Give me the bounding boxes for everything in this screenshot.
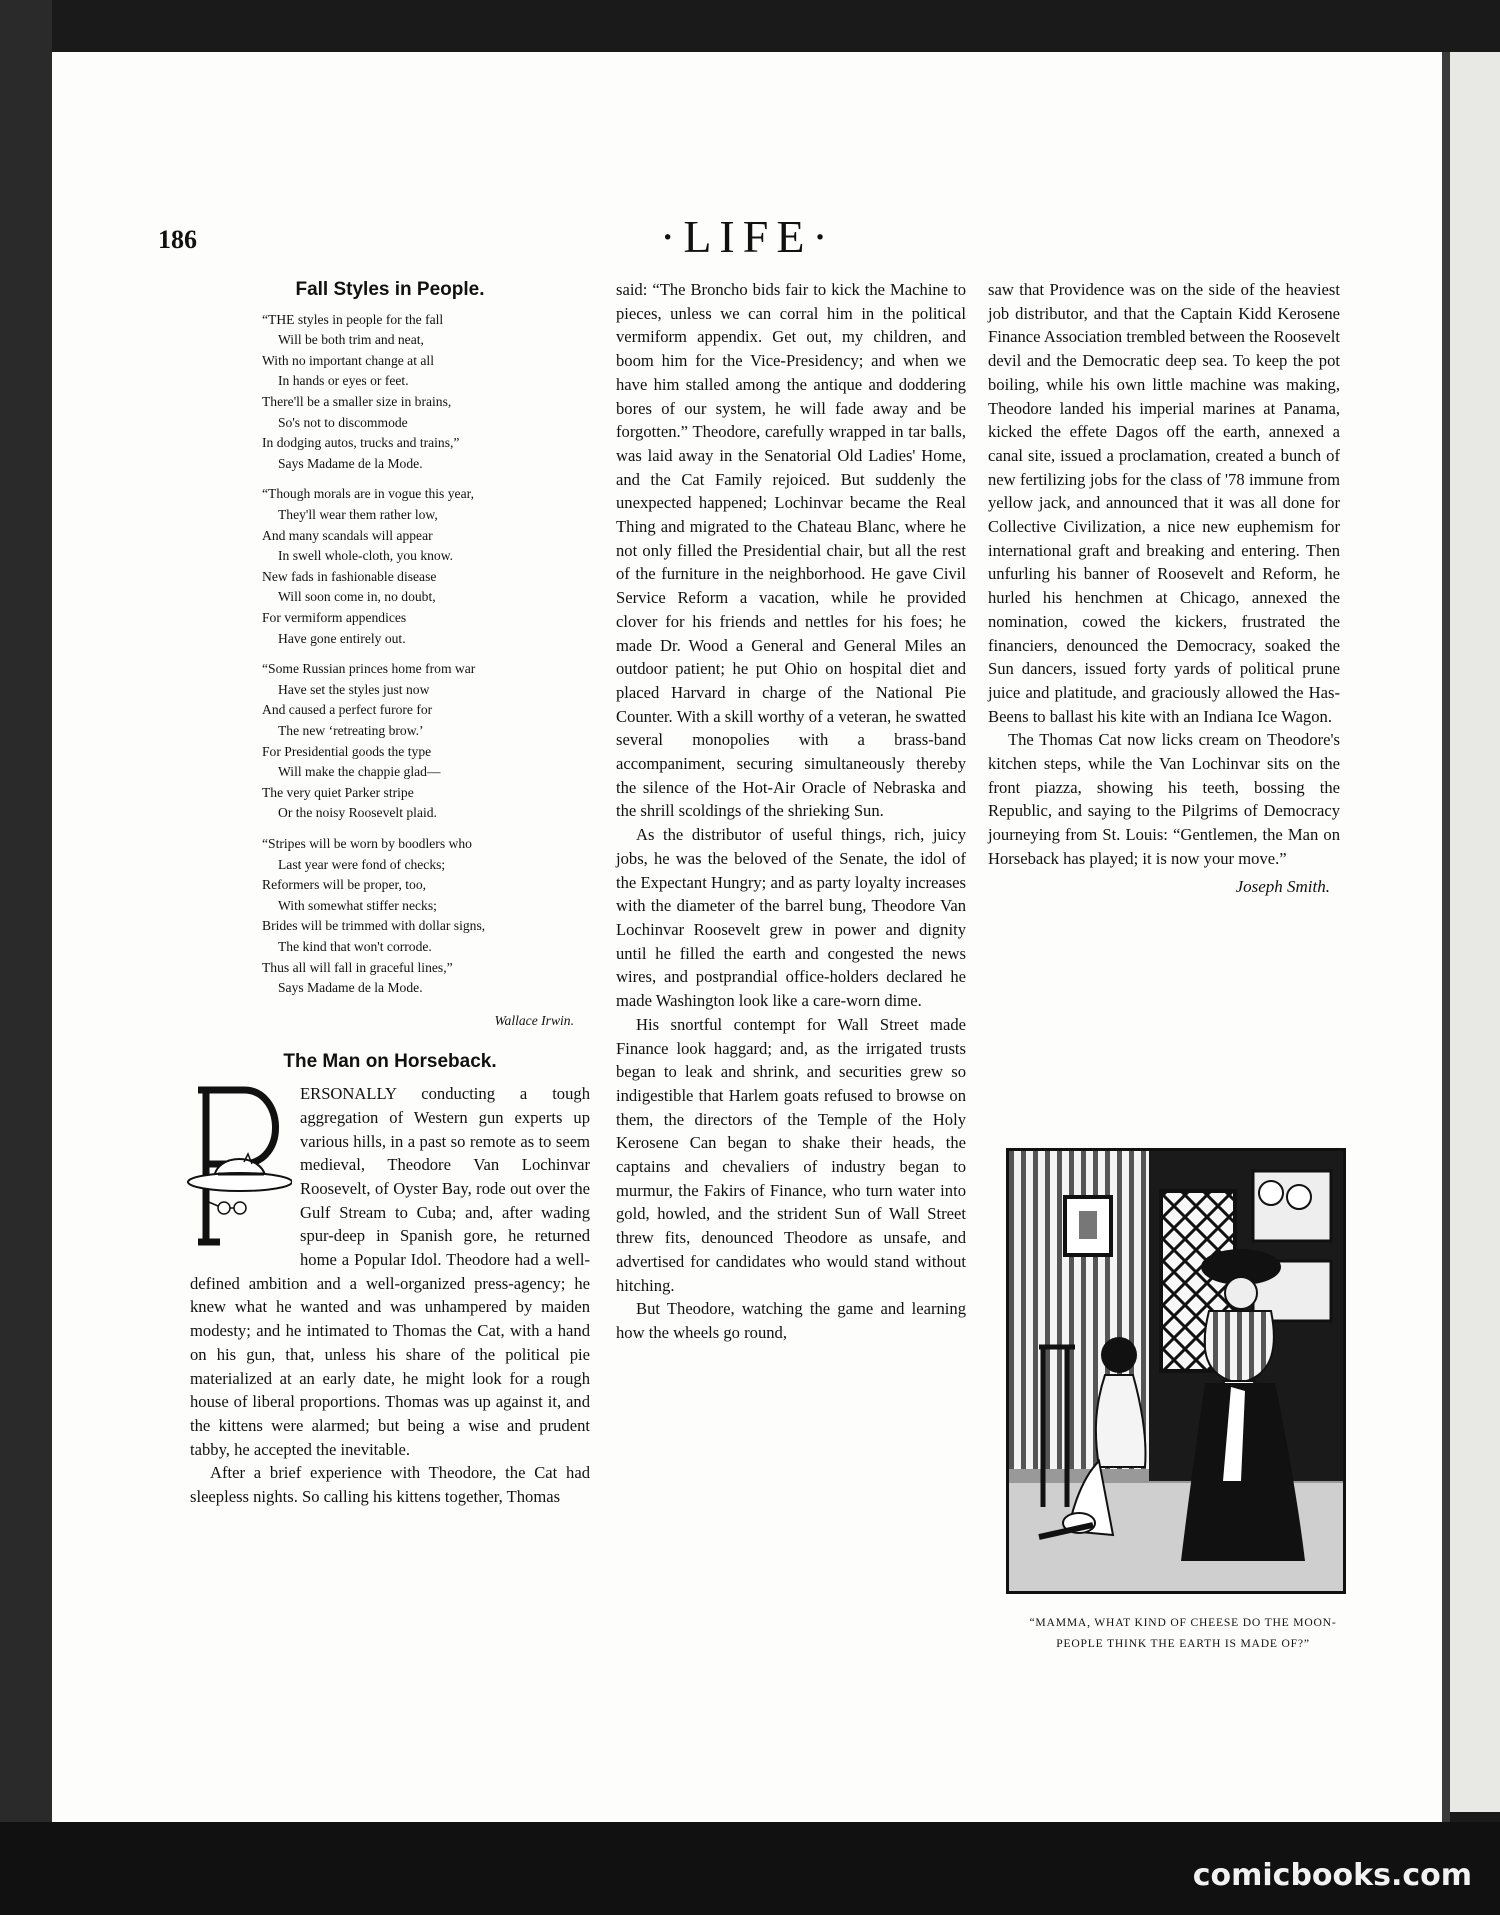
poem-title: Fall Styles in People. xyxy=(295,279,485,300)
poem-line: In hands or eyes or feet. xyxy=(278,373,409,389)
hat-and-glasses-icon xyxy=(184,1082,292,1252)
poem-line: Says Madame de la Mode. xyxy=(278,980,423,996)
poem-line: Brides will be trimmed with dollar signs, xyxy=(262,918,486,934)
poem-line: Thus all will fall in graceful lines,” xyxy=(262,959,453,975)
poem-line: Says Madame de la Mode. xyxy=(278,455,423,471)
article-title: The Man on Horseback. xyxy=(283,1051,497,1073)
article-paragraph: saw that Providence was on the side of the heaviest job distributor, and that the Captain Kidd Kerosene Finance Association trembled between the Roosevelt devil and the Democratic deep sea. To keep the pot boiling, while his own little machine was making, Theodore landed his imperial marines at Panama, kicked the effete Dagos off the earth, annexed a canal site, issued a proclamation, created a bunch of new fertilizing jobs for the class of '78 immune from yellow jack, and announced that it was all done for Collective Civilization, a nice new euphemism for international graft and breaking and entering. Then unfurling his banner of Roosevelt and Reform, he hurled his henchmen at Chicago, annexed the nomination, cowed the kickers, frustrated the financiers, denounced the Democracy, soaked the Sun dancers, issued forty yards of political prune juice and platitude, and graciously allowed the Has-Beens to ballast his kite with an Indiana Ice Wagon. xyxy=(988,280,1340,726)
article-author: Joseph Smith. xyxy=(1235,876,1330,896)
poem-line: And many scandals will appear xyxy=(262,527,433,543)
article-paragraph: After a brief experience with Theodore, the Cat had sleepless nights. So calling his kittens together, Thomas xyxy=(190,1463,590,1507)
poem-line: Will make the chappie glad— xyxy=(278,764,441,780)
article-paragraph: The Thomas Cat now licks cream on Theodore's kitchen steps, while the Van Lochinvar sits on the front piazza, showing his teeth, bossing the Republic, and saying to the Pilgrims of Democracy journeying from St. Louis: “Gentlemen, the Man on Horseback has played; it is now your move.” xyxy=(988,730,1340,868)
poem-line: With somewhat stiffer necks; xyxy=(278,897,437,913)
column-3 xyxy=(988,278,1340,898)
poem-line: They'll wear them rather low, xyxy=(278,507,438,523)
poem-line: Or the noisy Roosevelt plaid. xyxy=(278,805,437,821)
poem-line: “Some Russian princes home from war xyxy=(262,661,476,677)
poem-line: With no important change at all xyxy=(262,352,434,368)
article-opening xyxy=(190,1082,590,1461)
article-paragraph: As the distributor of useful things, rich, juicy jobs, he was the beloved of the Senate, the idol of the Expectant Hungry; and as party loyalty increases with the diameter of the barrel bung, Theodore Van Lochinvar Roosevelt grew in power and dignity until he filled the earth and congested the news wires, and postprandial office-holders declared he made Washington look like a care-worn dime. xyxy=(616,825,966,1011)
poem-body xyxy=(190,310,590,999)
masthead: ·LIFE· xyxy=(660,211,836,262)
column-1 xyxy=(190,278,590,1509)
page-number: 186 xyxy=(158,225,197,254)
poem-line: In dodging autos, trucks and trains,” xyxy=(262,435,460,451)
poem-stanza xyxy=(262,659,590,824)
poem-line: In swell whole-cloth, you know. xyxy=(278,548,454,564)
poem-line: For Presidential goods the type xyxy=(262,743,432,759)
mother-and-child-cartoon-icon xyxy=(1009,1151,1343,1591)
watermark: comicbooks.com xyxy=(1192,1858,1472,1893)
poem-line: “Stripes will be worn by boodlers who xyxy=(262,835,472,851)
poem-line: “Though morals are in vogue this year, xyxy=(262,486,474,502)
article-paragraph: said: “The Broncho bids fair to kick the Machine to pieces, unless we can corral him in the political vermiform appendix. Get out, my children, and boom him for the Vice-Presidency; and when we have him stalled among the antique and doddering bores of our system, he will fade away and be forgotten.” Theodore, carefully wrapped in tar balls, was laid away in the Senatorial Old Ladies' Home, and the Cat Family rejoiced. But suddenly the unexpected happened; Lochinvar became the Real Thing and migrated to the Chateau Blanc, where he not only filled the Presidential chair, but all the rest of the furniture in the neighborhood. He gave Civil Service Reform a vacation, while he provided clover for his friends and nettles for his foes; he made Dr. Wood a General and General Miles an outdoor patient; he put Ohio on hospital diet and placed Harvard in charge of the National Pie Counter. With a skill worthy of a veteran, he swatted several monopolies with a brass-band accompaniment, securing simultaneously thereby the silence of the Hot-Air Oracle of Nebraska and the shrill scoldings of the shrieking Sun. xyxy=(616,280,966,821)
cartoon-illustration xyxy=(1006,1148,1346,1594)
poem-line: So's not to discommode xyxy=(278,414,408,430)
poem-line: The new ‘retreating brow.’ xyxy=(278,722,424,738)
poem-line: Last year were fond of checks; xyxy=(278,856,446,872)
poem-line: And caused a perfect furore for xyxy=(262,702,433,718)
poem-line: Have set the styles just now xyxy=(278,681,430,697)
article-paragraph: ERSONALLY conducting a tough aggregation of Western gun experts up various hills, in a past so remote as to seem medieval, Theodore Van Lochinvar Roosevelt, of Oyster Bay, rode out over the Gulf Stream to Cuba; and, after wading spur-deep in Spanish gore, he returned home a Popular Idol. Theodore had a well-defined ambition and a well-organized press-agency; he knew what he wanted and was unhampered by maiden modesty; and he intimated to Thomas the Cat, with a hand on his gun, that, unless his share of the political pie materialized at an early date, he might look for a rough house of liberal proportions. Thomas was up against it, and the kittens were alarmed; but being a wise and prudent tabby, he accepted the inevitable. xyxy=(190,1084,590,1459)
article-paragraph: But Theodore, watching the game and learning how the wheels go round, xyxy=(616,1299,966,1342)
article-paragraph: His snortful contempt for Wall Street made Finance look haggard; and, as the irrigated trusts began to leak and shrink, and securities grew so indigestible that Harlem goats refused to browse on them, the directors of the Temple of the Holy Kerosene Can began to shake their heads, the captains and chevaliers of industry began to murmur, the Fakirs of Finance, who turn water into gold, howled, and the strident Sun of Wall Street threw fits, denounced Theodore as unsafe, and advertised for candidates who would stand without hitching. xyxy=(616,1014,966,1295)
next-page-edge xyxy=(1450,52,1500,1812)
scan-border-left xyxy=(0,0,52,1915)
poem-stanza xyxy=(262,484,590,649)
poem-line: Reformers will be proper, too, xyxy=(262,877,427,893)
poem-line: The kind that won't corrode. xyxy=(278,938,432,954)
poem-line: Will soon come in, no doubt, xyxy=(278,589,436,605)
page-gutter xyxy=(1442,52,1450,1822)
column-2 xyxy=(616,278,966,1345)
poem-line: The very quiet Parker stripe xyxy=(262,784,414,800)
poem-stanza xyxy=(262,310,590,475)
poem-author: Wallace Irwin. xyxy=(494,1012,574,1028)
poem-line: Will be both trim and neat, xyxy=(278,332,424,348)
illustration-caption: “MAMMA, WHAT KIND OF CHEESE DO THE MOON-PEOPLE THINK THE EARTH IS MADE OF?” xyxy=(1029,1616,1337,1650)
dropcap-p-illustration xyxy=(184,1082,292,1252)
poem-line: New fads in fashionable disease xyxy=(262,568,437,584)
poem-line: “THE styles in people for the fall xyxy=(262,311,444,327)
poem-line: For vermiform appendices xyxy=(262,610,407,626)
poem-line: Have gone entirely out. xyxy=(278,630,406,646)
poem-stanza xyxy=(262,834,590,999)
poem-line: There'll be a smaller size in brains, xyxy=(262,394,452,410)
